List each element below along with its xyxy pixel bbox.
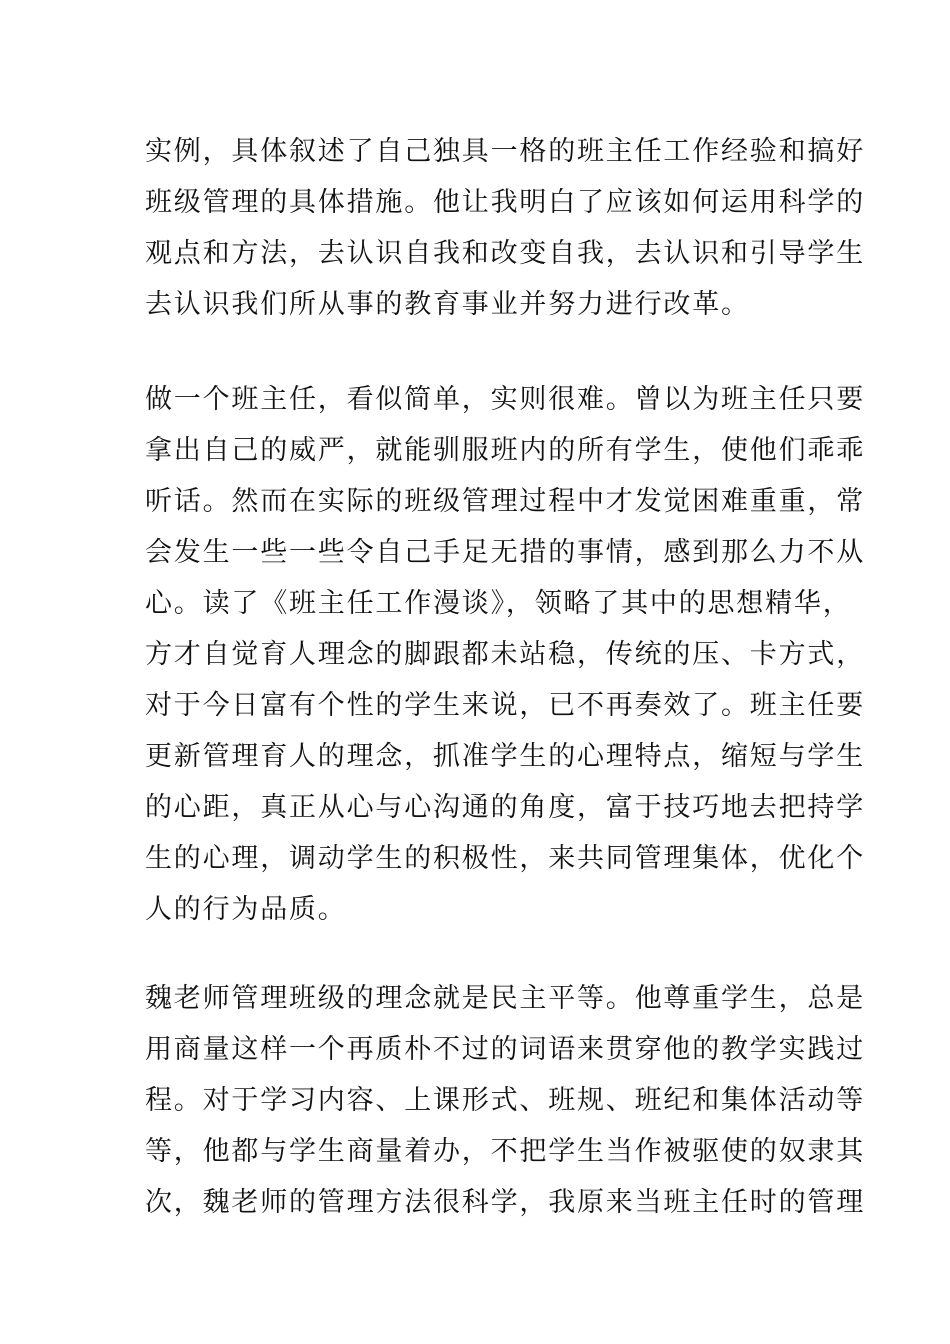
text-line: 做一个班主任，看似简单，实则很难。曾以为班主任只要 <box>145 384 865 415</box>
text-line: 人的行为品质。 <box>145 894 347 925</box>
text-line: 程。对于学习内容、上课形式、班规、班纪和集体活动等 <box>145 1085 865 1116</box>
text-line: 去认识我们所从事的教育事业并努力进行改革。 <box>145 289 750 320</box>
text-line: 班级管理的具体措施。他让我明白了应该如何运用科学的 <box>145 187 865 218</box>
text-line: 等，他都与学生商量着办，不把学生当作被驱使的奴隶其 <box>145 1136 865 1167</box>
text-line: 会发生一些一些令自己手足无措的事情，感到那么力不从 <box>145 537 865 568</box>
text-line: 听话。然而在实际的班级管理过程中才发觉困难重重，常 <box>145 486 865 517</box>
text-line: 方才自觉育人理念的脚跟都未站稳，传统的压、卡方式， <box>145 639 865 670</box>
paragraph-3 <box>145 973 865 1228</box>
text-line: 实例，具体叙述了自己独具一格的班主任工作经验和搞好 <box>145 136 865 167</box>
paragraph-1 <box>145 126 865 330</box>
text-line: 对于今日富有个性的学生来说，已不再奏效了。班主任要 <box>145 690 865 721</box>
text-line: 魏老师管理班级的理念就是民主平等。他尊重学生，总是 <box>145 983 865 1014</box>
text-line: 观点和方法，去认识自我和改变自我，去认识和引导学生 <box>145 238 865 269</box>
text-line: 用商量这样一个再质朴不过的词语来贯穿他的教学实践过 <box>145 1034 865 1065</box>
text-line: 生的心理，调动学生的积极性，来共同管理集体，优化个 <box>145 843 865 874</box>
text-line: 次，魏老师的管理方法很科学，我原来当班主任时的管理 <box>145 1187 865 1218</box>
text-line: 的心距，真正从心与心沟通的角度，富于技巧地去把持学 <box>145 792 865 823</box>
text-line: 拿出自己的威严，就能驯服班内的所有学生，使他们乖乖 <box>145 435 865 466</box>
paragraph-2 <box>145 374 865 935</box>
text-line: 更新管理育人的理念，抓准学生的心理特点，缩短与学生 <box>145 741 865 772</box>
text-line: 心。读了《班主任工作漫谈》，领略了其中的思想精华， <box>145 588 852 619</box>
